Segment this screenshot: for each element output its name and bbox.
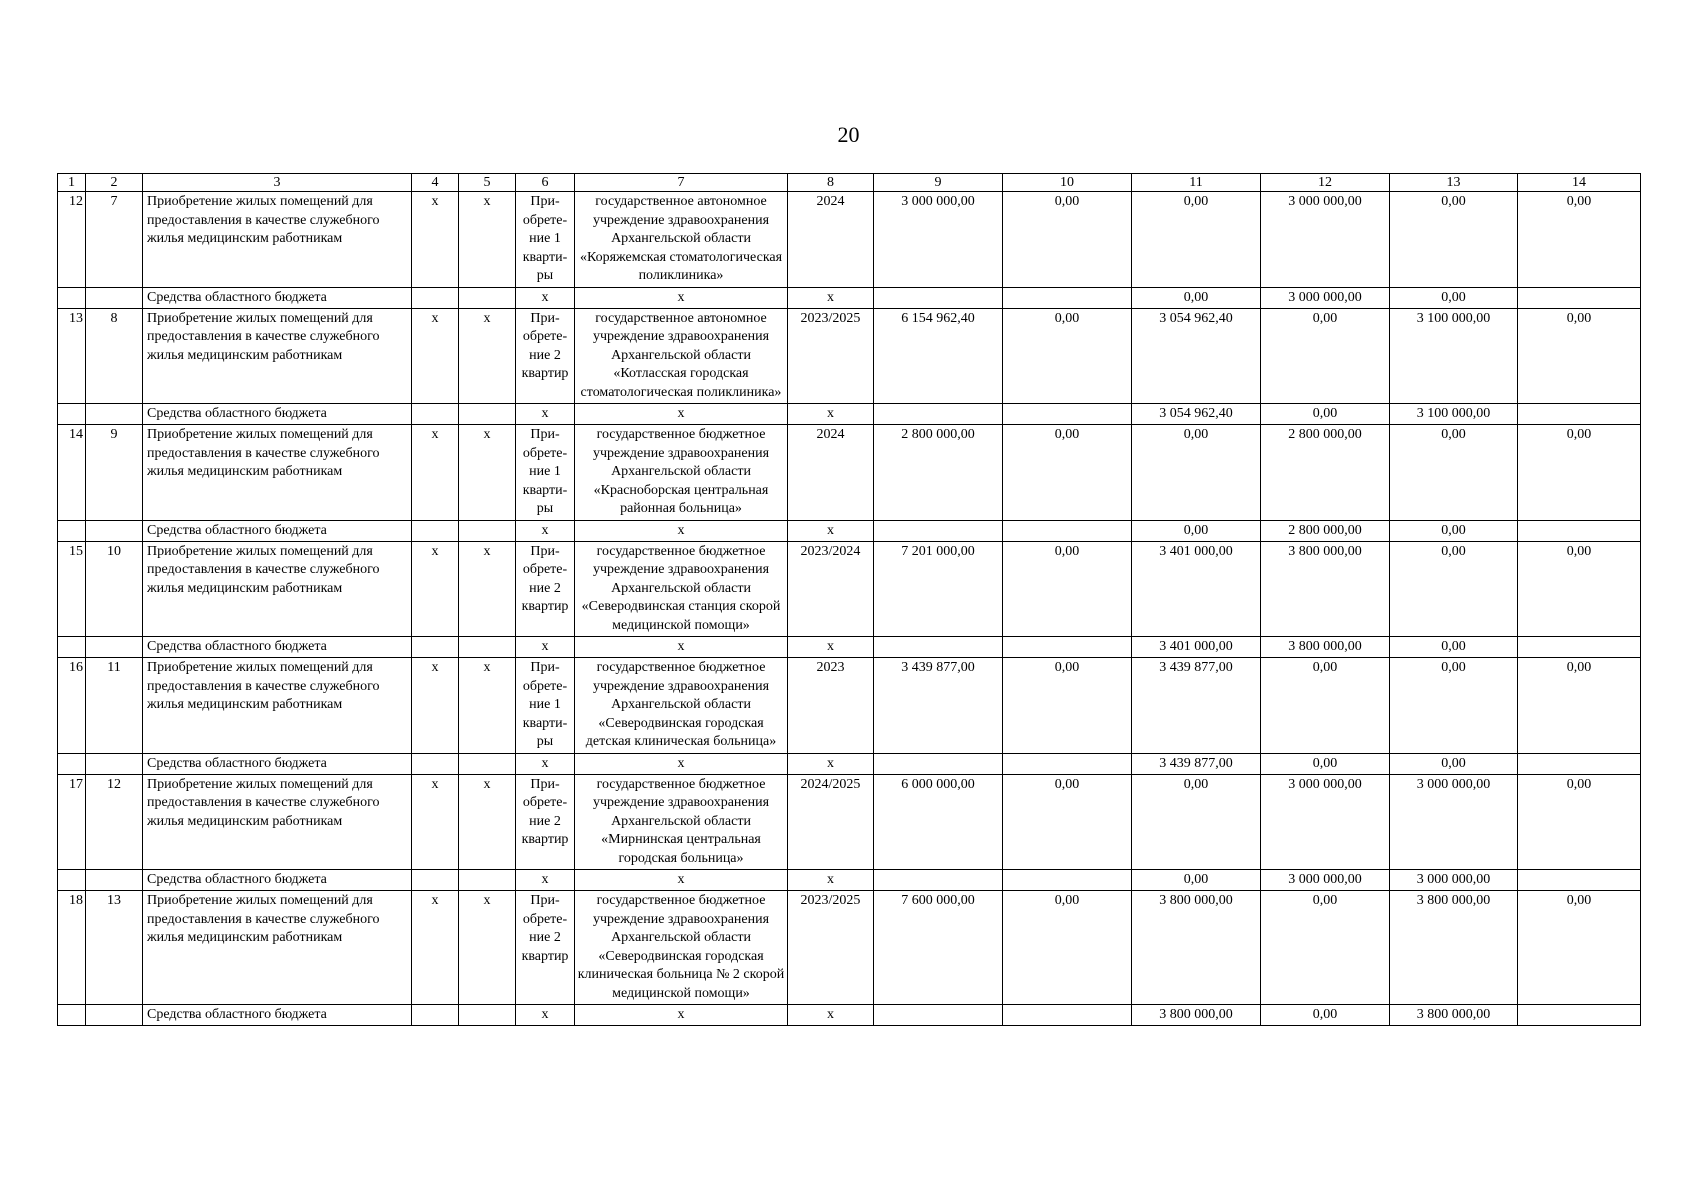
quantity-line: ние 1: [529, 464, 561, 479]
cell-col7: х: [575, 637, 788, 658]
col-header-7: 7: [575, 174, 788, 192]
amount-col11: 3 800 000,00: [1132, 891, 1261, 1005]
empty-cell: [58, 404, 86, 425]
empty-cell: [1518, 404, 1641, 425]
table-row: [58, 774, 1641, 870]
total-amount: 7 600 000,00: [874, 891, 1003, 1005]
empty-cell: [874, 520, 1003, 541]
cell-col6: х: [516, 520, 575, 541]
quantity-line: кварти-: [522, 249, 568, 265]
quantity-line: ры: [536, 268, 554, 283]
amount-col14: 0,00: [1518, 192, 1641, 288]
institution-name: государственное бюджетное учреждение здравоохранения Архангельской области «Северодвинская городская клиническая больница № 2 скорой медицинской помощи»: [575, 891, 788, 1005]
cell-col8: х: [788, 520, 874, 541]
empty-cell: [58, 520, 86, 541]
funding-source-label: Средства областного бюджета: [143, 637, 412, 658]
institution-name: государственное бюджетное учреждение здравоохранения Архангельской области «Красноборская центральная районная больница»: [575, 425, 788, 521]
amount-col12: 0,00: [1261, 1005, 1390, 1026]
empty-cell: [1518, 753, 1641, 774]
amount-col13: 0,00: [1390, 658, 1518, 754]
amount-col12: 3 800 000,00: [1261, 541, 1390, 637]
quantity-line: ние 2: [529, 347, 561, 363]
quantity-line: обрете-: [522, 678, 568, 694]
funding-source-label: Средства областного бюджета: [143, 404, 412, 425]
empty-cell: [412, 1005, 459, 1026]
cell-col7: х: [575, 520, 788, 541]
activity-name: Приобретение жилых помещений для предоставления в качестве служебного жилья медицинским работникам: [143, 774, 412, 870]
amount-col13: 3 000 000,00: [1390, 774, 1518, 870]
quantity-line: обрете-: [522, 562, 568, 577]
quantity-line: При-: [530, 427, 560, 442]
table-row: [58, 192, 1641, 288]
cell-col6: х: [516, 753, 575, 774]
table-row: [58, 658, 1641, 754]
quantity-line: квартир: [521, 599, 569, 614]
empty-cell: [1003, 753, 1132, 774]
item-number: 11: [86, 658, 143, 754]
amount-col13: 3 000 000,00: [1390, 870, 1518, 891]
cell-col8: х: [788, 637, 874, 658]
item-number: 9: [86, 425, 143, 521]
cell-col8: х: [788, 870, 874, 891]
quantity-line: При-: [530, 660, 560, 675]
funding-source-label: Средства областного бюджета: [143, 870, 412, 891]
empty-cell: [874, 870, 1003, 891]
amount-col13: 0,00: [1390, 192, 1518, 288]
cell-col7: х: [575, 870, 788, 891]
empty-cell: [58, 753, 86, 774]
cell-col7: х: [575, 1005, 788, 1026]
cell-col5: х: [459, 425, 516, 521]
cell-col4: х: [412, 192, 459, 288]
activity-name: Приобретение жилых помещений для предоставления в качестве служебного жилья медицинским работникам: [143, 658, 412, 754]
total-amount: 6 154 962,40: [874, 308, 1003, 404]
empty-cell: [86, 287, 143, 308]
quantity-line: квартир: [521, 948, 569, 964]
cell-col6: х: [516, 1005, 575, 1026]
amount-col10: 0,00: [1003, 658, 1132, 754]
institution-name: государственное бюджетное учреждение здравоохранения Архангельской области «Северодвинская станция скорой медицинской помощи»: [575, 541, 788, 637]
amount-col10: 0,00: [1003, 774, 1132, 870]
empty-cell: [412, 753, 459, 774]
row-number: 13: [58, 308, 86, 404]
cell-col8: х: [788, 287, 874, 308]
quantity-line: квартир: [521, 832, 569, 847]
table-row: [58, 308, 1641, 404]
cell-col4: х: [412, 425, 459, 521]
funding-source-row: [58, 1005, 1641, 1026]
amount-col13: 3 100 000,00: [1390, 308, 1518, 404]
amount-col12: 3 000 000,00: [1261, 192, 1390, 288]
activity-name: Приобретение жилых помещений для предоставления в качестве служебного жилья медицинским работникам: [143, 308, 412, 404]
amount-col13: 3 800 000,00: [1390, 1005, 1518, 1026]
cell-col8: х: [788, 753, 874, 774]
cell-col7: х: [575, 287, 788, 308]
amount-col13: 0,00: [1390, 520, 1518, 541]
amount-col11: 0,00: [1132, 425, 1261, 521]
empty-cell: [1003, 870, 1132, 891]
empty-cell: [412, 870, 459, 891]
cell-col8: х: [788, 404, 874, 425]
empty-cell: [412, 637, 459, 658]
item-number: 12: [86, 774, 143, 870]
empty-cell: [874, 404, 1003, 425]
quantity-description: [516, 891, 575, 1005]
row-number: 16: [58, 658, 86, 754]
empty-cell: [874, 1005, 1003, 1026]
col-header-1: 1: [58, 174, 86, 192]
quantity-line: кварти-: [522, 715, 568, 731]
amount-col11: 3 401 000,00: [1132, 637, 1261, 658]
amount-col12: 3 000 000,00: [1261, 287, 1390, 308]
cell-col6: х: [516, 870, 575, 891]
amount-col10: 0,00: [1003, 541, 1132, 637]
empty-cell: [459, 404, 516, 425]
row-number: 17: [58, 774, 86, 870]
empty-cell: [1003, 520, 1132, 541]
row-number: 15: [58, 541, 86, 637]
col-header-2: 2: [86, 174, 143, 192]
empty-cell: [58, 1005, 86, 1026]
cell-col4: х: [412, 658, 459, 754]
quantity-line: ние 1: [529, 231, 561, 246]
quantity-line: ние 2: [529, 813, 561, 829]
funding-source-label: Средства областного бюджета: [143, 287, 412, 308]
amount-col10: 0,00: [1003, 192, 1132, 288]
empty-cell: [1518, 637, 1641, 658]
amount-col13: 0,00: [1390, 287, 1518, 308]
activity-name: Приобретение жилых помещений для предоставления в качестве служебного жилья медицинским работникам: [143, 425, 412, 521]
quantity-line: ры: [536, 501, 554, 516]
quantity-line: обрете-: [522, 445, 568, 461]
col-header-11: 11: [1132, 174, 1261, 192]
amount-col12: 0,00: [1261, 658, 1390, 754]
cell-col5: х: [459, 774, 516, 870]
amount-col11: 3 401 000,00: [1132, 541, 1261, 637]
empty-cell: [459, 637, 516, 658]
amount-col13: 0,00: [1390, 425, 1518, 521]
row-number: 14: [58, 425, 86, 521]
empty-cell: [459, 287, 516, 308]
col-header-6: 6: [516, 174, 575, 192]
item-number: 10: [86, 541, 143, 637]
empty-cell: [1518, 870, 1641, 891]
quantity-line: При-: [530, 310, 560, 326]
amount-col11: 0,00: [1132, 870, 1261, 891]
quantity-line: ние 1: [529, 697, 561, 712]
page-number: 20: [837, 122, 860, 147]
row-number: 12: [58, 192, 86, 288]
amount-col14: 0,00: [1518, 658, 1641, 754]
period: 2023/2024: [788, 541, 874, 637]
quantity-line: обрете-: [522, 911, 568, 927]
cell-col5: х: [459, 658, 516, 754]
amount-col14: 0,00: [1518, 308, 1641, 404]
cell-col4: х: [412, 541, 459, 637]
col-header-5: 5: [459, 174, 516, 192]
amount-col11: 0,00: [1132, 192, 1261, 288]
amount-col10: 0,00: [1003, 308, 1132, 404]
amount-col13: 3 100 000,00: [1390, 404, 1518, 425]
cell-col6: х: [516, 637, 575, 658]
funding-source-row: [58, 520, 1641, 541]
funding-source-label: Средства областного бюджета: [143, 1005, 412, 1026]
institution-name: государственное автономное учреждение здравоохранения Архангельской области «Котласская городская стоматологическая поликлиника»: [575, 308, 788, 404]
total-amount: 3 439 877,00: [874, 658, 1003, 754]
total-amount: 2 800 000,00: [874, 425, 1003, 521]
institution-name: государственное автономное учреждение здравоохранения Архангельской области «Коряжемская стоматологическая поликлиника»: [575, 192, 788, 288]
amount-col11: 3 439 877,00: [1132, 658, 1261, 754]
period: 2023/2025: [788, 891, 874, 1005]
empty-cell: [1003, 404, 1132, 425]
empty-cell: [58, 287, 86, 308]
col-header-13: 13: [1390, 174, 1518, 192]
col-header-12: 12: [1261, 174, 1390, 192]
empty-cell: [412, 404, 459, 425]
col-header-14: 14: [1518, 174, 1641, 192]
empty-cell: [874, 637, 1003, 658]
amount-col12: 3 000 000,00: [1261, 870, 1390, 891]
item-number: 8: [86, 308, 143, 404]
col-header-3: 3: [143, 174, 412, 192]
empty-cell: [86, 870, 143, 891]
program-table: [57, 173, 1641, 1026]
amount-col13: 0,00: [1390, 541, 1518, 637]
empty-cell: [58, 870, 86, 891]
institution-name: государственное бюджетное учреждение здравоохранения Архангельской области «Мирнинская центральная городская больница»: [575, 774, 788, 870]
empty-cell: [1518, 287, 1641, 308]
empty-cell: [459, 1005, 516, 1026]
item-number: 7: [86, 192, 143, 288]
amount-col10: 0,00: [1003, 891, 1132, 1005]
table-row: [58, 891, 1641, 1005]
quantity-description: [516, 425, 575, 521]
total-amount: 7 201 000,00: [874, 541, 1003, 637]
empty-cell: [58, 637, 86, 658]
quantity-line: обрете-: [522, 329, 568, 344]
amount-col12: 0,00: [1261, 404, 1390, 425]
cell-col8: х: [788, 1005, 874, 1026]
col-header-10: 10: [1003, 174, 1132, 192]
empty-cell: [1003, 1005, 1132, 1026]
institution-name: государственное бюджетное учреждение здравоохранения Архангельской области «Северодвинская городская детская клиническая больница»: [575, 658, 788, 754]
empty-cell: [874, 287, 1003, 308]
quantity-line: При-: [530, 893, 560, 908]
quantity-description: [516, 541, 575, 637]
amount-col12: 2 800 000,00: [1261, 520, 1390, 541]
funding-source-row: [58, 637, 1641, 658]
activity-name: Приобретение жилых помещений для предоставления в качестве служебного жилья медицинским работникам: [143, 891, 412, 1005]
amount-col12: 0,00: [1261, 753, 1390, 774]
quantity-line: ры: [536, 734, 554, 749]
period: 2023: [788, 658, 874, 754]
empty-cell: [86, 637, 143, 658]
col-header-8: 8: [788, 174, 874, 192]
empty-cell: [459, 520, 516, 541]
cell-col7: х: [575, 404, 788, 425]
empty-cell: [86, 753, 143, 774]
funding-source-row: [58, 404, 1641, 425]
funding-source-label: Средства областного бюджета: [143, 520, 412, 541]
quantity-line: квартир: [521, 366, 569, 381]
funding-source-row: [58, 753, 1641, 774]
period: 2024/2025: [788, 774, 874, 870]
cell-col6: х: [516, 287, 575, 308]
amount-col13: 0,00: [1390, 637, 1518, 658]
col-header-4: 4: [412, 174, 459, 192]
amount-col12: 0,00: [1261, 891, 1390, 1005]
amount-col12: 3 800 000,00: [1261, 637, 1390, 658]
quantity-description: [516, 192, 575, 288]
amount-col11: 0,00: [1132, 774, 1261, 870]
empty-cell: [459, 753, 516, 774]
funding-source-row: [58, 870, 1641, 891]
amount-col12: 3 000 000,00: [1261, 774, 1390, 870]
empty-cell: [1003, 637, 1132, 658]
activity-name: Приобретение жилых помещений для предоставления в качестве служебного жилья медицинским работникам: [143, 192, 412, 288]
amount-col13: 3 800 000,00: [1390, 891, 1518, 1005]
empty-cell: [1003, 287, 1132, 308]
cell-col7: х: [575, 753, 788, 774]
amount-col13: 0,00: [1390, 753, 1518, 774]
amount-col10: 0,00: [1003, 425, 1132, 521]
amount-col11: 3 054 962,40: [1132, 404, 1261, 425]
cell-col4: х: [412, 891, 459, 1005]
table-body: [58, 192, 1641, 1026]
empty-cell: [412, 520, 459, 541]
quantity-line: обрете-: [522, 795, 568, 810]
empty-cell: [86, 404, 143, 425]
col-header-9: 9: [874, 174, 1003, 192]
period: 2024: [788, 192, 874, 288]
cell-col5: х: [459, 308, 516, 404]
funding-source-row: [58, 287, 1641, 308]
quantity-description: [516, 774, 575, 870]
quantity-line: ние 2: [529, 580, 561, 596]
total-amount: 6 000 000,00: [874, 774, 1003, 870]
empty-cell: [86, 520, 143, 541]
amount-col11: 0,00: [1132, 520, 1261, 541]
empty-cell: [1518, 520, 1641, 541]
empty-cell: [459, 870, 516, 891]
amount-col12: 0,00: [1261, 308, 1390, 404]
quantity-line: При-: [530, 776, 560, 792]
cell-col4: х: [412, 308, 459, 404]
amount-col11: 3 054 962,40: [1132, 308, 1261, 404]
quantity-description: [516, 308, 575, 404]
empty-cell: [874, 753, 1003, 774]
period: 2024: [788, 425, 874, 521]
quantity-line: При-: [530, 543, 560, 559]
amount-col14: 0,00: [1518, 774, 1641, 870]
quantity-line: ние 2: [529, 930, 561, 945]
table-row: [58, 541, 1641, 637]
cell-col5: х: [459, 541, 516, 637]
cell-col4: х: [412, 774, 459, 870]
amount-col11: 3 439 877,00: [1132, 753, 1261, 774]
empty-cell: [1518, 1005, 1641, 1026]
quantity-line: кварти-: [522, 482, 568, 498]
quantity-line: При-: [530, 194, 560, 209]
empty-cell: [412, 287, 459, 308]
table-row: [58, 425, 1641, 521]
period: 2023/2025: [788, 308, 874, 404]
amount-col12: 2 800 000,00: [1261, 425, 1390, 521]
quantity-description: [516, 658, 575, 754]
quantity-line: обрете-: [522, 212, 568, 228]
header-row: [58, 174, 1641, 192]
amount-col11: 3 800 000,00: [1132, 1005, 1261, 1026]
row-number: 18: [58, 891, 86, 1005]
cell-col5: х: [459, 891, 516, 1005]
total-amount: 3 000 000,00: [874, 192, 1003, 288]
amount-col11: 0,00: [1132, 287, 1261, 308]
amount-col14: 0,00: [1518, 425, 1641, 521]
funding-source-label: Средства областного бюджета: [143, 753, 412, 774]
amount-col14: 0,00: [1518, 891, 1641, 1005]
activity-name: Приобретение жилых помещений для предоставления в качестве служебного жилья медицинским работникам: [143, 541, 412, 637]
cell-col6: х: [516, 404, 575, 425]
amount-col14: 0,00: [1518, 541, 1641, 637]
item-number: 13: [86, 891, 143, 1005]
cell-col5: х: [459, 192, 516, 288]
empty-cell: [86, 1005, 143, 1026]
